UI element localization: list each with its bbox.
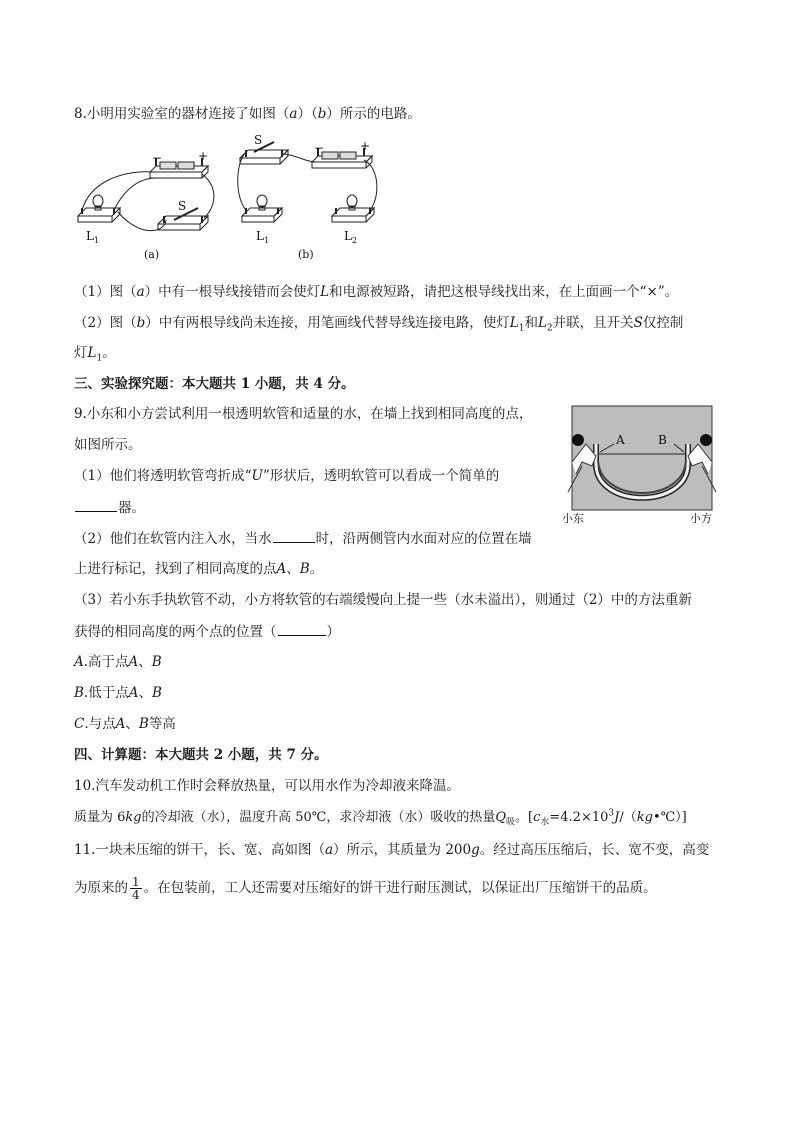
q9-option-c[interactable]: C.与点A、B等高: [74, 716, 176, 732]
switch-label-b: S: [254, 133, 263, 147]
switch-label-a: S: [178, 199, 187, 213]
q9-line2: 如图所示。: [74, 437, 142, 453]
q8-part1: （1）图（a）中有一根导线接错而会使灯L和电源被短路，请把这根导线找出来，在上面画一个“×”。: [74, 284, 679, 300]
lamp-label-a: $L_1$: [86, 229, 100, 245]
q9-part2: （2）他们在软管内注入水，当水 时，沿两侧管内水面对应的位置在墙: [74, 528, 532, 549]
q10-line1: 10.汽车发动机工作时会释放热量，可以用水作为冷却液来降温。: [74, 778, 460, 794]
caption-a: (a): [144, 248, 160, 261]
q9-option-b[interactable]: B.低于点A、B: [74, 685, 162, 701]
battery-minus-a: −: [152, 151, 163, 165]
q11-line2: 为原来的 $\frac{1}{4}$ 。在包装前，工人还需要对压缩好的饼干进行耐压测试，以保证出厂压缩饼干的品质。: [74, 875, 657, 902]
lamp-label-b1: $L_1$: [256, 229, 270, 245]
q9-part1: （1）他们将透明软管弯折成“U”形状后，透明软管可以看成一个简单的: [74, 468, 500, 484]
battery-plus-b: +: [360, 139, 371, 153]
section-4-heading: 四、计算题：本大题共 2 小题，共 7 分。: [74, 747, 328, 763]
q9-part3: （3）若小东手执软管不动，小方将软管的右端缓慢向上提一些（水未溢出），则通过（2）中的方法重新: [74, 592, 692, 608]
point-b-label: B: [658, 433, 667, 447]
q8-part2-cont: 灯$L_1$。: [74, 345, 116, 364]
answer-blank-1[interactable]: [75, 497, 117, 512]
battery-minus-b: −: [314, 141, 325, 155]
caption-b: (b): [298, 248, 314, 261]
point-a-label: A: [616, 433, 625, 447]
q9-part2-cont: 上进行标记，找到了相同高度的点A、B。: [74, 561, 324, 577]
tube-figure: [562, 404, 724, 526]
q10-line2: 质量为 6kg的冷却液（水），温度升高 50℃，求冷却液（水）吸收的热量$Q_吸$。$[c_水=4.2\times 10^3J/(kg•℃)]$: [74, 808, 687, 828]
answer-blank-3[interactable]: [278, 621, 326, 636]
q11-line1: 11.一块未压缩的饼干，长、宽、高如图（a）所示，其质量为 200g。经过高压压缩后，长、宽不变，高变: [74, 842, 710, 858]
q8-stem: 8.小明用实验室的器材连接了如图（a）（b）所示的电路。: [74, 106, 421, 122]
q9-part3-cont: 获得的相同高度的两个点的位置（ ）: [74, 621, 340, 642]
lamp-label-b2: $L_2$: [344, 229, 358, 245]
q9-part1-cont: 器。: [74, 497, 145, 518]
battery-plus-a: +: [198, 149, 209, 163]
xiaofang-label: 小方: [690, 512, 712, 525]
q9-option-a[interactable]: A.高于点A、B: [74, 654, 162, 670]
q9-line1: 9.小东和小方尝试利用一根透明软管和适量的水，在墙上找到相同高度的点，: [74, 406, 533, 422]
xiaodong-label: 小东: [562, 512, 584, 525]
answer-blank-2[interactable]: [273, 528, 315, 543]
circuit-figure: [70, 128, 400, 266]
q8-part2: （2）图（b）中有两根导线尚未连接，用笔画线代替导线连接电路，使灯$L_1$和$L_2$并联，且开关S仅控制: [74, 315, 684, 334]
fraction-one-quarter: $\frac{1}{4}$: [132, 875, 140, 902]
section-3-heading: 三、实验探究题：本大题共 1 小题，共 4 分。: [74, 376, 355, 392]
